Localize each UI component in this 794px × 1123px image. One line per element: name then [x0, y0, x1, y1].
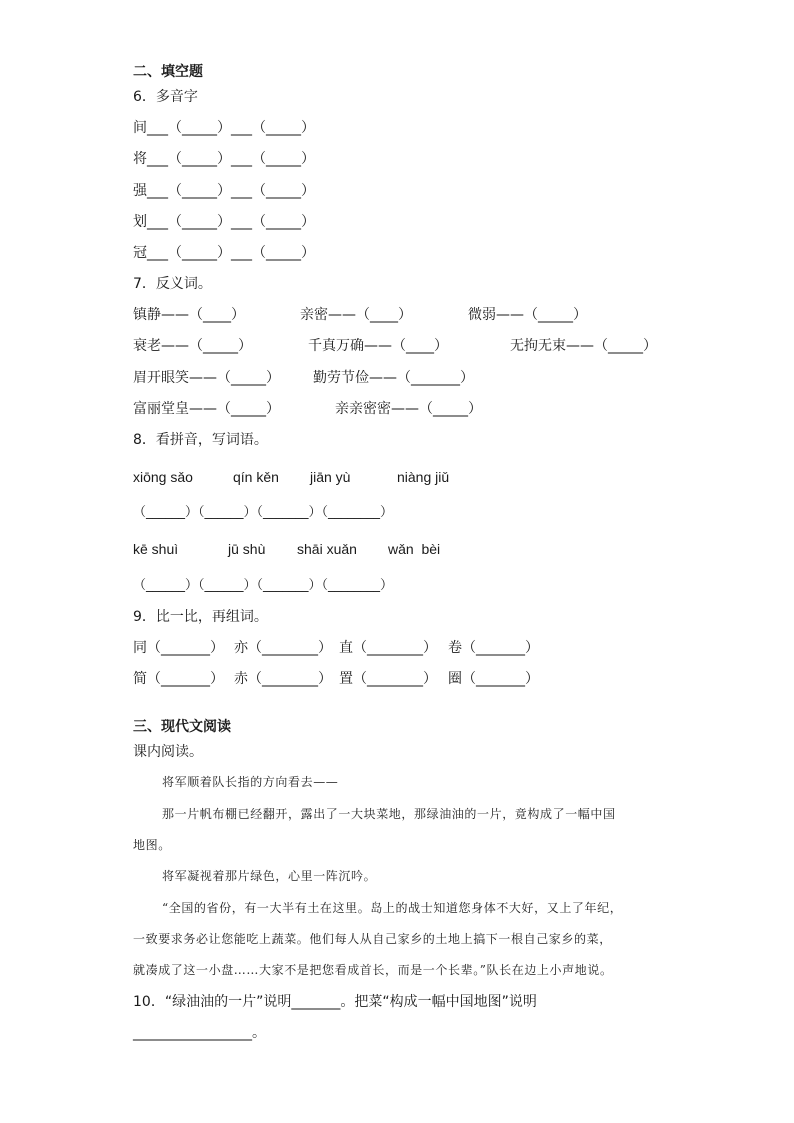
- q10-line: _________________。: [133, 1025, 266, 1041]
- q9-item: 直（________）: [339, 640, 437, 656]
- section-3-intro: 课内阅读。: [133, 744, 203, 760]
- q8-pinyin: niàng jiǔ: [397, 469, 450, 485]
- passage-line: 将军顺着队长指的方向看去——: [162, 775, 339, 789]
- q8-pinyin: kē shuì: [133, 541, 179, 557]
- q8-blanks: （______）（______）（_______）（________）: [133, 505, 394, 520]
- section-2-title: 二、填空题: [133, 64, 203, 80]
- q6-row: 冠___（_____）___（_____）: [133, 245, 315, 261]
- q7-item: 无拘无束——（_____）: [510, 338, 657, 354]
- q7-item: 亲密——（____）: [300, 307, 412, 323]
- q8-pinyin: wǎn bèi: [388, 541, 441, 557]
- q7-item: 镇静——（____）: [133, 307, 245, 323]
- q8-pinyin: qín kěn: [233, 469, 279, 485]
- q9-item: 亦（________）: [234, 640, 332, 656]
- q8-blanks: （______）（______）（_______）（________）: [133, 578, 394, 593]
- q7-item: 微弱——（_____）: [468, 307, 587, 323]
- q7-item: 亲亲密密——（_____）: [335, 401, 482, 417]
- q9-item: 简（_______）: [133, 671, 224, 687]
- q9-title: 9．比一比，再组词。: [133, 609, 268, 625]
- passage-line: 地图。: [133, 838, 171, 852]
- q9-item: 圈（_______）: [448, 671, 539, 687]
- q6-title: 6．多音字: [133, 89, 198, 105]
- q6-row: 间___（_____）___（_____）: [133, 120, 315, 136]
- q6-row: 强___（_____）___（_____）: [133, 183, 315, 199]
- q8-pinyin: xiōng sǎo: [133, 469, 193, 485]
- passage-line: 将军凝视着那片绿色，心里一阵沉吟。: [162, 869, 377, 883]
- passage-line: 一致要求务必让您能吃上蔬菜。他们每人从自己家乡的土地上搞下一根自己家乡的菜，: [133, 932, 612, 946]
- q6-row: 划___（_____）___（_____）: [133, 214, 315, 230]
- q8-title: 8．看拼音，写词语。: [133, 432, 268, 448]
- q6-row: 将___（_____）___（_____）: [133, 151, 315, 167]
- q7-item: 千真万确——（____）: [308, 338, 448, 354]
- q7-item: 眉开眼笑——（_____）: [133, 370, 280, 386]
- q8-pinyin: shāi xuǎn: [297, 541, 357, 557]
- passage-line: “全国的省份，有一大半有土在这里。岛上的战士知道您身体不大好，又上了年纪，: [162, 901, 623, 915]
- q7-item: 衰老——（_____）: [133, 338, 252, 354]
- q9-item: 卷（_______）: [448, 640, 539, 656]
- q7-item: 勤劳节俭——（_______）: [313, 370, 474, 386]
- q9-item: 同（_______）: [133, 640, 224, 656]
- passage-line: 就凑成了这一小盘……大家不是把您看成首长，而是一个长辈。”队长在边上小声地说。: [133, 963, 613, 977]
- section-3-title: 三、现代文阅读: [133, 719, 231, 735]
- q9-item: 置（________）: [339, 671, 437, 687]
- q9-item: 赤（________）: [234, 671, 332, 687]
- q8-pinyin: jū shù: [228, 541, 266, 557]
- q7-title: 7．反义词。: [133, 276, 212, 292]
- q7-item: 富丽堂皇——（_____）: [133, 401, 280, 417]
- q10-line: 10．“绿油油的一片”说明_______。把菜“构成一幅中国地图”说明: [133, 994, 537, 1010]
- passage-line: 那一片帆布棚已经翻开，露出了一大块菜地，那绿油油的一片，竟构成了一幅中国: [162, 807, 616, 821]
- q8-pinyin: jiān yù: [310, 469, 351, 485]
